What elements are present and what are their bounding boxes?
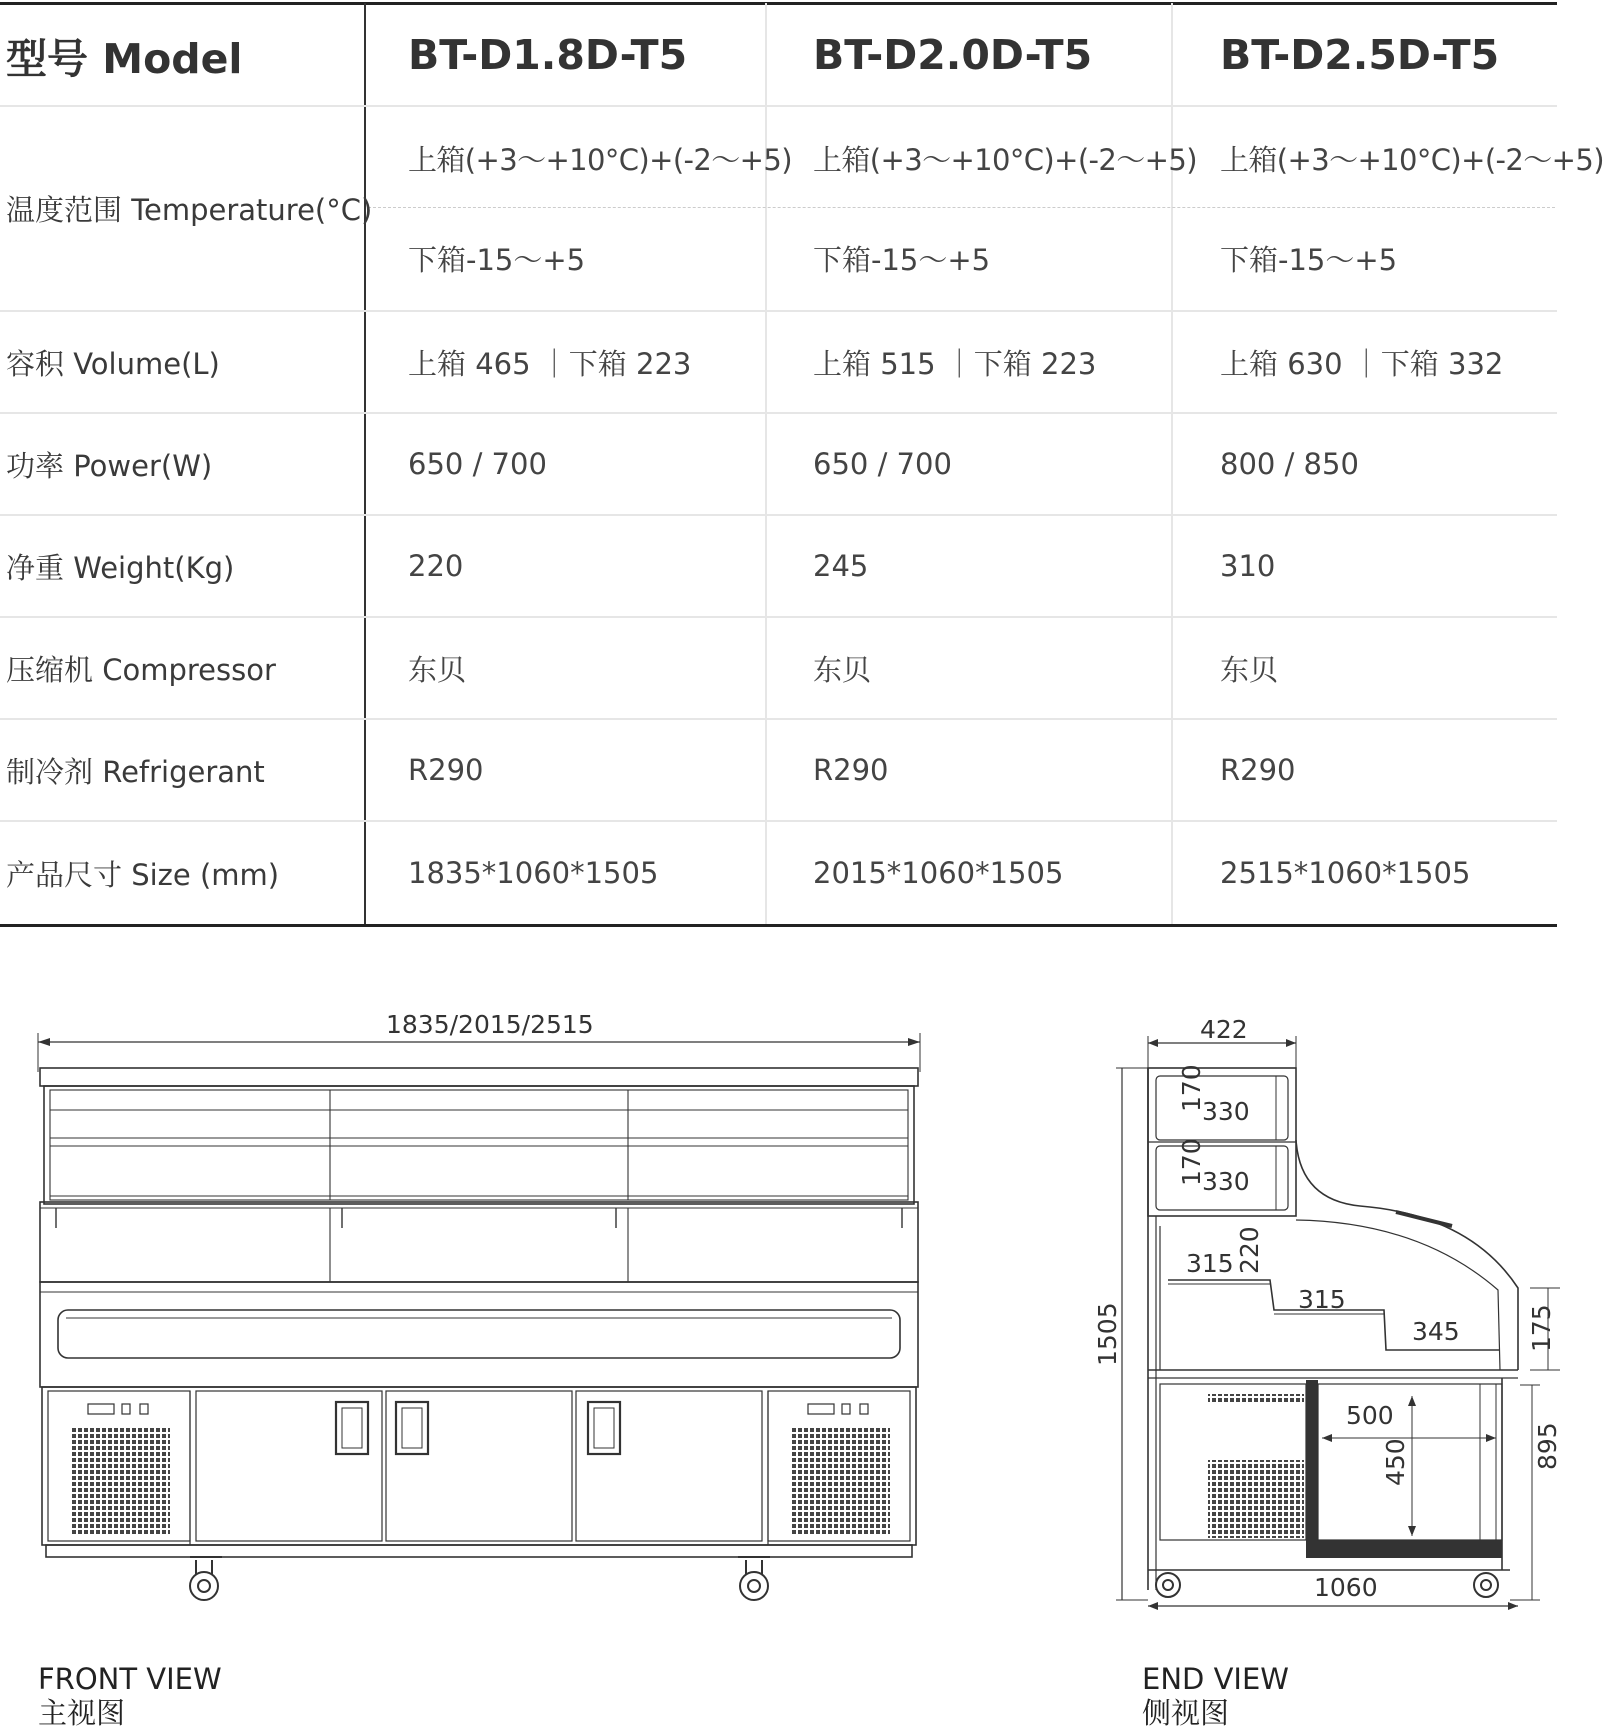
- volume-value-3: 上箱 630 ｜下箱 332: [1220, 346, 1504, 381]
- end-tier1-height-dimension: 220: [1235, 1226, 1264, 1274]
- weight-value-2: 245: [813, 549, 869, 583]
- size-value-2: 2015*1060*1505: [813, 856, 1064, 890]
- end-view-caption-cn: 侧视图: [1142, 1696, 1230, 1730]
- volume-value-1: 上箱 465 ｜下箱 223: [408, 346, 692, 381]
- power-value-3: 800 / 850: [1220, 447, 1359, 481]
- end-tier2-depth-dimension: 315: [1298, 1285, 1346, 1314]
- front-view-caption-cn: 主视图: [38, 1696, 126, 1730]
- size-value-3: 2515*1060*1505: [1220, 856, 1471, 890]
- technical-drawings: [0, 930, 1565, 1730]
- end-drawer-height-dimension: 450: [1381, 1438, 1410, 1486]
- header-model-2: BT-D2.0D-T5: [813, 31, 1093, 79]
- table-bottom-rule: [0, 924, 1557, 927]
- row-label-refrigerant: 制冷剂 Refrigerant: [6, 754, 265, 789]
- end-drawer-width-dimension: 500: [1346, 1401, 1394, 1430]
- temperature-upper-2: 上箱(+3～+10°C)+(-2～+5): [813, 142, 1197, 177]
- header-model-1: BT-D1.8D-T5: [408, 31, 688, 79]
- front-view-caption: [38, 1662, 222, 1730]
- end-front-height-dimension: 175: [1527, 1304, 1556, 1352]
- temperature-upper-3: 上箱(+3～+10°C)+(-2～+5): [1220, 142, 1604, 177]
- end-shelf2-depth-dimension: 330: [1202, 1167, 1250, 1196]
- front-view-drawing: [38, 1033, 920, 1600]
- power-value-2: 650 / 700: [813, 447, 952, 481]
- drawing-canvas: [0, 930, 1565, 1724]
- header-model-label: 型号 Model: [6, 34, 243, 83]
- temperature-lower-1: 下箱-15～+5: [408, 242, 586, 277]
- end-total-depth-dimension: 1060: [1314, 1573, 1378, 1602]
- temperature-dashed-divider: [368, 207, 1555, 208]
- volume-value-2: 上箱 515 ｜下箱 223: [813, 346, 1097, 381]
- end-tier1-depth-dimension: 315: [1186, 1249, 1234, 1278]
- weight-value-1: 220: [408, 549, 464, 583]
- end-shelf1-depth-dimension: 330: [1202, 1097, 1250, 1126]
- size-value-1: 1835*1060*1505: [408, 856, 659, 890]
- end-total-height-dimension: 1505: [1093, 1302, 1122, 1366]
- end-top-width-dimension: 422: [1200, 1015, 1248, 1044]
- row-label-temperature: 温度范围 Temperature(°C): [6, 193, 373, 227]
- refrigerant-value-3: R290: [1220, 753, 1296, 787]
- compressor-value-3: 东贝: [1220, 652, 1279, 687]
- end-base-height-dimension: 895: [1533, 1422, 1562, 1470]
- end-view-caption: [1142, 1662, 1289, 1730]
- row-label-power: 功率 Power(W): [6, 448, 213, 483]
- temperature-upper-1: 上箱(+3～+10°C)+(-2～+5): [408, 142, 792, 177]
- end-shelf2-height-dimension: 170: [1177, 1138, 1206, 1186]
- end-view-caption-en: END VIEW: [1142, 1662, 1289, 1696]
- front-width-dimension: 1835/2015/2515: [386, 1010, 594, 1039]
- row-label-compressor: 压缩机 Compressor: [6, 652, 276, 687]
- refrigerant-value-1: R290: [408, 753, 484, 787]
- header-model-3: BT-D2.5D-T5: [1220, 31, 1500, 79]
- temperature-lower-2: 下箱-15～+5: [813, 242, 991, 277]
- row-label-volume: 容积 Volume(L): [6, 346, 220, 381]
- end-tier3-depth-dimension: 345: [1412, 1317, 1460, 1346]
- row-label-size: 产品尺寸 Size (mm): [6, 857, 280, 892]
- power-value-1: 650 / 700: [408, 447, 547, 481]
- front-view-caption-en: FRONT VIEW: [38, 1662, 222, 1696]
- compressor-value-2: 东贝: [813, 652, 872, 687]
- refrigerant-value-2: R290: [813, 753, 889, 787]
- temperature-lower-3: 下箱-15～+5: [1220, 242, 1398, 277]
- end-shelf1-height-dimension: 170: [1177, 1064, 1206, 1112]
- compressor-value-1: 东贝: [408, 652, 467, 687]
- weight-value-3: 310: [1220, 549, 1276, 583]
- end-view-drawing: [1116, 1036, 1560, 1610]
- row-label-weight: 净重 Weight(Kg): [6, 550, 235, 585]
